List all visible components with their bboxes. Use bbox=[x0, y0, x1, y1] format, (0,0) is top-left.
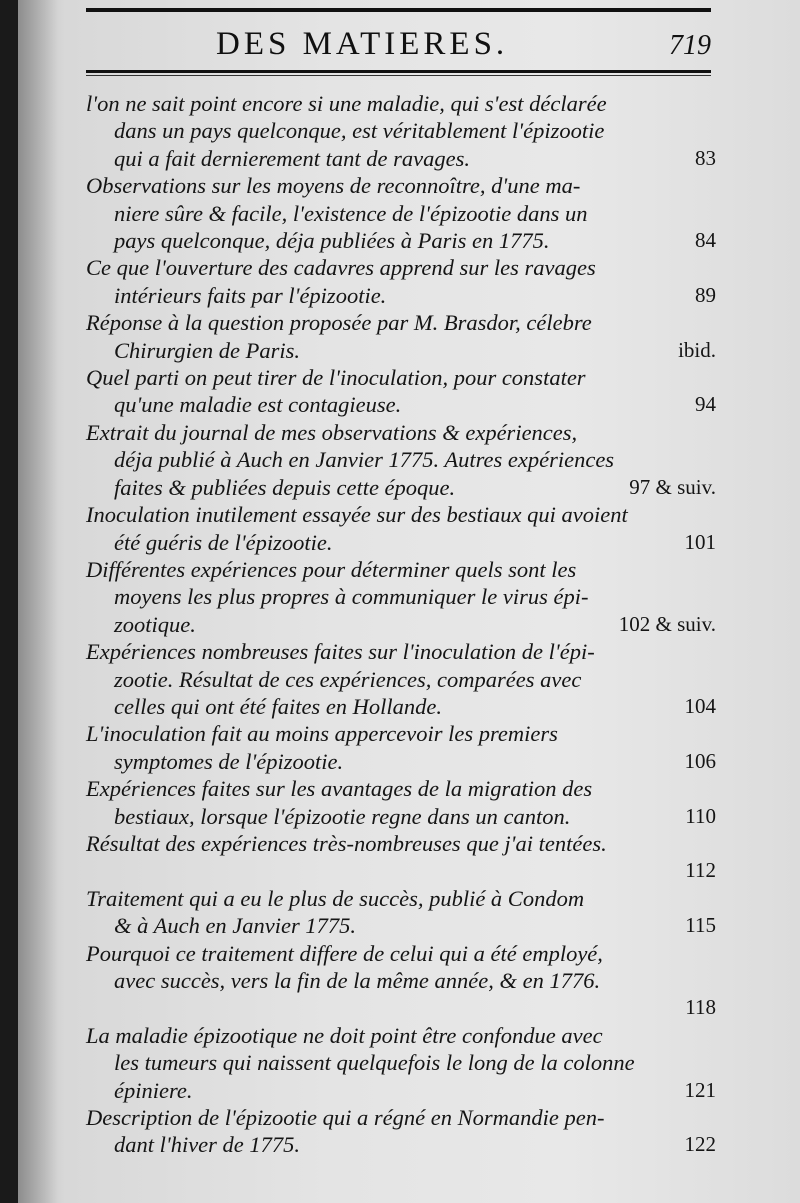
entry-line bbox=[86, 693, 716, 720]
entry-page-ref: 110 bbox=[685, 803, 716, 828]
entry-line bbox=[86, 282, 716, 309]
header-rule-top bbox=[86, 8, 711, 12]
entry-page-ref: 122 bbox=[684, 1132, 716, 1157]
entry-page-ref: 94 bbox=[695, 392, 716, 417]
entry-page-ref: 106 bbox=[684, 748, 716, 773]
entry-line bbox=[86, 90, 716, 117]
index-entry bbox=[86, 940, 716, 1022]
page-header bbox=[86, 8, 711, 78]
page-number: 719 bbox=[669, 30, 711, 61]
entry-line bbox=[86, 172, 716, 199]
entry-text: Expériences faites sur les avantages de la migration des bbox=[86, 776, 593, 802]
entry-page-ref: 118 bbox=[685, 995, 716, 1020]
entry-line bbox=[86, 529, 716, 556]
entry-page-ref: ibid. bbox=[678, 337, 716, 362]
entry-page-ref: 112 bbox=[685, 858, 716, 883]
index-entry bbox=[86, 1104, 716, 1159]
entry-text: épiniere. bbox=[114, 1077, 193, 1103]
index-entry bbox=[86, 90, 716, 172]
entry-text: Réponse à la question proposée par M. Brasdor, célebre bbox=[86, 310, 592, 336]
index-entry bbox=[86, 172, 716, 254]
entry-text: zootique. bbox=[114, 611, 196, 637]
entry-line bbox=[86, 501, 716, 528]
entry-line bbox=[86, 1049, 716, 1076]
entry-page-ref: 104 bbox=[684, 693, 716, 718]
entry-line bbox=[86, 583, 716, 610]
entry-line bbox=[86, 611, 716, 638]
entry-line bbox=[86, 1104, 716, 1131]
entry-page-ref: 83 bbox=[695, 145, 716, 170]
entry-line bbox=[86, 446, 716, 473]
entry-text: les tumeurs qui naissent quelquefois le long de la colonne bbox=[114, 1050, 635, 1076]
header-rule-bottom-thin bbox=[86, 75, 711, 76]
entry-page-ref: 102 & suiv. bbox=[618, 611, 716, 636]
entry-text: Différentes expériences pour déterminer quels sont les bbox=[86, 556, 577, 582]
entry-text: faites & publiées depuis cette époque. bbox=[114, 474, 456, 500]
entry-line bbox=[86, 857, 716, 884]
entry-line bbox=[86, 940, 716, 967]
entry-line bbox=[86, 200, 716, 227]
index-entry bbox=[86, 501, 716, 556]
entry-text: Chirurgien de Paris. bbox=[114, 337, 301, 363]
entry-line bbox=[86, 748, 716, 775]
index-entry bbox=[86, 254, 716, 309]
entry-text: & à Auch en Janvier 1775. bbox=[114, 913, 357, 939]
entry-page-ref: 115 bbox=[685, 913, 716, 938]
entry-text: été guéris de l'épizootie. bbox=[114, 529, 333, 555]
entry-line bbox=[86, 803, 716, 830]
entry-text: qui a fait dernierement tant de ravages. bbox=[114, 145, 470, 171]
book-page bbox=[18, 0, 800, 1203]
entry-text: moyens les plus propres à communiquer le virus épi- bbox=[114, 584, 589, 610]
entry-page-ref: 89 bbox=[695, 282, 716, 307]
entry-text: zootie. Résultat de ces expériences, comparées avec bbox=[114, 666, 582, 692]
entry-text: Quel parti on peut tirer de l'inoculation, pour constater bbox=[86, 365, 586, 391]
entry-page-ref: 101 bbox=[684, 529, 716, 554]
entry-line bbox=[86, 254, 716, 281]
entry-line bbox=[86, 337, 716, 364]
entry-line bbox=[86, 1131, 716, 1158]
index-entry bbox=[86, 775, 716, 830]
entry-text: Pourquoi ce traitement differe de celui qui a été employé, bbox=[86, 940, 603, 966]
gutter-shadow bbox=[18, 0, 58, 1203]
entry-line bbox=[86, 1022, 716, 1049]
entry-text: Inoculation inutilement essayée sur des bestiaux qui avoient bbox=[86, 502, 628, 528]
index-entry bbox=[86, 638, 716, 720]
entry-text: La maladie épizootique ne doit point être confondue avec bbox=[86, 1022, 603, 1048]
entry-line bbox=[86, 556, 716, 583]
entry-line bbox=[86, 227, 716, 254]
entry-text: Extrait du journal de mes observations & expériences, bbox=[86, 419, 578, 445]
entry-line bbox=[86, 391, 716, 418]
entry-text: intérieurs faits par l'épizootie. bbox=[114, 282, 387, 308]
entry-text: dans un pays quelconque, est véritablement l'épizootie bbox=[114, 118, 605, 144]
entry-text: Description de l'épizootie qui a régné en Normandie pen- bbox=[86, 1105, 605, 1131]
entry-text: bestiaux, lorsque l'épizootie regne dans un canton. bbox=[114, 803, 571, 829]
entry-line bbox=[86, 117, 716, 144]
entry-line bbox=[86, 364, 716, 391]
index-entry bbox=[86, 556, 716, 638]
entry-line bbox=[86, 885, 716, 912]
index-entry bbox=[86, 830, 716, 885]
entry-text: pays quelconque, déja publiées à Paris en 1775. bbox=[114, 228, 550, 254]
index-entry bbox=[86, 720, 716, 775]
entry-line bbox=[86, 419, 716, 446]
entry-text: Ce que l'ouverture des cadavres apprend sur les ravages bbox=[86, 255, 596, 281]
entry-line bbox=[86, 994, 716, 1021]
entry-line bbox=[86, 967, 716, 994]
entry-line bbox=[86, 309, 716, 336]
entry-line bbox=[86, 830, 716, 857]
entry-text: Traitement qui a eu le plus de succès, publié à Condom bbox=[86, 885, 585, 911]
entry-text: l'on ne sait point encore si une maladie, qui s'est déclarée bbox=[86, 91, 607, 116]
entry-text: Expériences nombreuses faites sur l'inoculation de l'épi- bbox=[86, 639, 595, 665]
entry-text: celles qui ont été faites en Hollande. bbox=[114, 693, 443, 719]
index-entry bbox=[86, 1022, 716, 1104]
entry-page-ref: 97 & suiv. bbox=[629, 474, 716, 499]
entry-text: dant l'hiver de 1775. bbox=[114, 1132, 301, 1158]
entry-text: L'inoculation fait au moins appercevoir les premiers bbox=[86, 721, 558, 747]
entry-line bbox=[86, 666, 716, 693]
entry-line bbox=[86, 638, 716, 665]
entry-page-ref: 121 bbox=[684, 1077, 716, 1102]
entry-text: Résultat des expériences très-nombreuses que j'ai tentées. bbox=[86, 830, 607, 856]
entry-text: déja publié à Auch en Janvier 1775. Autres expériences bbox=[114, 447, 615, 473]
index-entries bbox=[86, 90, 716, 1159]
entry-page-ref: 84 bbox=[695, 228, 716, 253]
index-entry bbox=[86, 419, 716, 501]
entry-text: avec succès, vers la fin de la même année, & en 1776. bbox=[114, 968, 601, 993]
entry-line bbox=[86, 912, 716, 939]
index-entry bbox=[86, 885, 716, 940]
index-entry bbox=[86, 309, 716, 364]
entry-text: qu'une maladie est contagieuse. bbox=[114, 392, 402, 418]
entry-line bbox=[86, 145, 716, 172]
entry-line bbox=[86, 720, 716, 747]
header-rule-bottom bbox=[86, 70, 711, 73]
entry-text: symptomes de l'épizootie. bbox=[114, 748, 344, 774]
index-entry bbox=[86, 364, 716, 419]
entry-text: Observations sur les moyens de reconnoître, d'une ma- bbox=[86, 173, 581, 199]
entry-line bbox=[86, 1077, 716, 1104]
running-title: DES MATIERES. bbox=[216, 26, 509, 62]
entry-line bbox=[86, 775, 716, 802]
entry-text: niere sûre & facile, l'existence de l'épizootie dans un bbox=[114, 200, 588, 226]
entry-line bbox=[86, 474, 716, 501]
